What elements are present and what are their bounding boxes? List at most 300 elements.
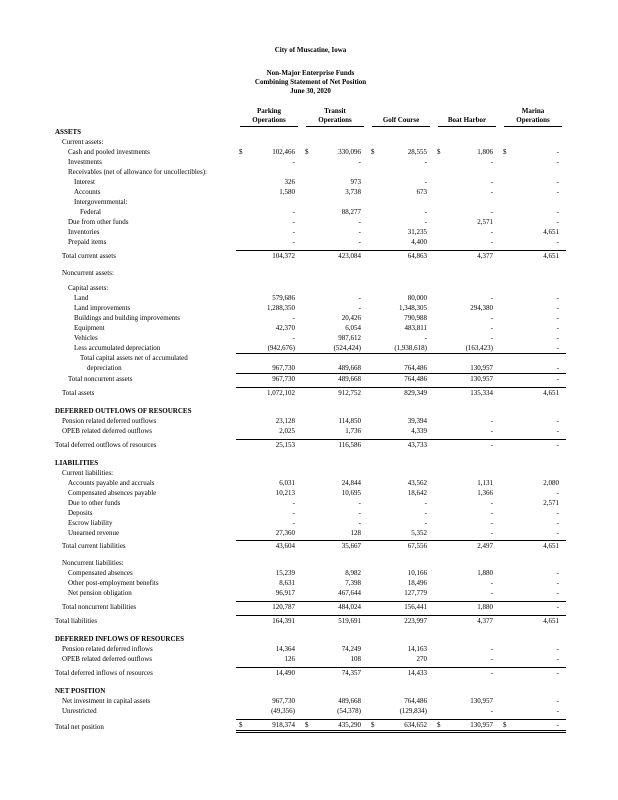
cell-value [500, 686, 566, 696]
dollar-sign [239, 303, 244, 313]
amount-text: 6,031 [279, 478, 295, 487]
row-label: Total current assets [62, 251, 116, 260]
cell-value [500, 439, 566, 450]
cell-value [236, 293, 302, 303]
dollar-sign [503, 227, 508, 237]
row-label: NET POSITION [55, 686, 106, 695]
amount-text: 489,668 [338, 363, 361, 372]
amount-text: 973 [350, 178, 361, 186]
amount-text: 918,374 [272, 721, 295, 729]
statement-table [55, 107, 566, 733]
table-row [55, 696, 566, 706]
dollar-sign: $ [371, 148, 375, 156]
cell-value [368, 303, 434, 313]
cell-value [434, 147, 500, 157]
total-row [55, 373, 566, 384]
amount-text: - [490, 313, 493, 322]
cell-value [500, 601, 566, 612]
amount-text: 1,131 [477, 478, 493, 487]
amount-text: - [556, 374, 559, 383]
cell-value [368, 167, 434, 177]
dollar-sign [239, 508, 244, 518]
table-row [55, 333, 566, 343]
cell-value [434, 127, 500, 137]
dollar-sign [371, 568, 376, 578]
dollar-sign [239, 227, 244, 237]
row-label: LIABILITIES [55, 458, 99, 467]
amount-text: 156,441 [404, 602, 427, 611]
dollar-sign [305, 478, 310, 488]
spacer-cell [55, 678, 566, 686]
cell-value [500, 217, 566, 227]
dollar-sign [371, 440, 376, 450]
row-label: Accounts [74, 188, 101, 196]
dollar-sign [503, 388, 508, 398]
total-row [55, 616, 566, 627]
amount-text: 24,844 [341, 478, 361, 487]
table-row [55, 323, 566, 333]
cell-value [302, 217, 368, 227]
amount-text: - [424, 333, 427, 342]
dollar-sign [371, 488, 376, 498]
dollar-sign [437, 498, 442, 508]
amount-text: 108 [350, 655, 361, 663]
dollar-sign [437, 668, 442, 678]
dollar-sign [503, 668, 508, 678]
cell-value [500, 137, 566, 147]
section-header-row [55, 686, 566, 696]
dollar-sign: $ [437, 721, 441, 729]
dollar-sign [437, 654, 442, 664]
amount-text: - [556, 589, 559, 597]
row-label: Less accumulated depreciation [74, 344, 161, 352]
section-header-row [55, 406, 566, 416]
cell-value [500, 667, 566, 678]
dollar-sign [239, 177, 244, 187]
table-row [55, 227, 566, 237]
total-row [55, 541, 566, 552]
dollar-sign [305, 207, 310, 217]
dollar-sign [371, 303, 376, 313]
spacer-row [55, 398, 566, 406]
row-label: Due to other funds [68, 498, 121, 507]
amount-text: - [292, 518, 295, 527]
amount-text: 4,651 [543, 228, 559, 236]
dollar-sign [437, 227, 442, 237]
dollar-sign [305, 588, 310, 598]
dollar-sign [437, 644, 442, 654]
dollar-sign [305, 157, 310, 167]
cell-value [434, 293, 500, 303]
row-label: Current assets: [62, 138, 104, 146]
amount-text: - [490, 579, 493, 587]
row-label: Total liabilities [55, 617, 98, 625]
row-label: Vehicles [74, 333, 98, 342]
amount-text: - [358, 303, 361, 312]
dollar-sign [437, 374, 442, 384]
dollar-sign [437, 323, 442, 333]
row-label: Cash and pooled investments [68, 148, 150, 156]
dollar-sign [305, 313, 310, 323]
dollar-sign [239, 588, 244, 598]
dollar-sign [503, 187, 508, 197]
cell-value [236, 217, 302, 227]
amount-text: - [424, 208, 427, 216]
cell-value [500, 250, 566, 261]
cell-value [302, 644, 368, 654]
cell-value [368, 227, 434, 237]
dollar-sign [305, 416, 310, 426]
dollar-sign [371, 363, 376, 373]
dollar-sign [239, 313, 244, 323]
table-row [55, 468, 566, 478]
amount-text: - [292, 208, 295, 216]
cell-value [500, 323, 566, 333]
dollar-sign [371, 323, 376, 333]
cell-value [236, 187, 302, 197]
cell-value [500, 706, 566, 716]
dollar-sign [437, 187, 442, 197]
row-label: Capital assets: [68, 283, 109, 292]
cell-value [236, 137, 302, 147]
total-row [55, 353, 566, 373]
row-label: Equipment [74, 323, 105, 332]
amount-text: 8,631 [279, 579, 295, 587]
dollar-sign [503, 568, 508, 578]
amount-text: - [556, 363, 559, 372]
dollar-sign [239, 654, 244, 664]
dollar-sign [305, 237, 310, 247]
amount-text: 967,730 [272, 696, 295, 705]
cell-value [236, 601, 302, 612]
table-row [55, 147, 566, 157]
amount-text: - [490, 508, 493, 517]
cell-value [368, 439, 434, 450]
cell-value [236, 439, 302, 450]
table-row [55, 167, 566, 177]
total-row [55, 667, 566, 678]
cell-value [434, 416, 500, 426]
cell-value [302, 227, 368, 237]
amount-text: - [556, 528, 559, 537]
dollar-sign [305, 541, 310, 551]
report-subtitle-statement: Combining Statement of Net Position [254, 78, 367, 86]
cell-value [302, 498, 368, 508]
amount-text: 74,357 [341, 668, 361, 677]
dollar-sign [305, 303, 310, 313]
dollar-sign [239, 568, 244, 578]
amount-text: 20,426 [341, 313, 361, 322]
cell-value [434, 373, 500, 384]
amount-text: - [292, 333, 295, 342]
dollar-sign [503, 488, 508, 498]
cell-value [236, 333, 302, 343]
cell-value [434, 720, 500, 732]
amount-text: - [556, 148, 559, 156]
cell-value [434, 137, 500, 147]
row-label: Pension related deferred outflows [62, 417, 157, 425]
cell-value [302, 313, 368, 323]
amount-text: - [292, 238, 295, 246]
dollar-sign [437, 541, 442, 551]
dollar-sign [503, 237, 508, 247]
dollar-sign [503, 440, 508, 450]
cell-value [368, 250, 434, 261]
cell-value [302, 293, 368, 303]
dollar-sign [371, 374, 376, 384]
cell-value [500, 426, 566, 436]
cell-value [500, 333, 566, 343]
cell-value [236, 177, 302, 187]
amount-text: - [556, 293, 559, 302]
amount-text: 14,433 [407, 668, 427, 677]
cell-value [302, 207, 368, 217]
cell-value [434, 558, 500, 568]
dollar-sign [239, 578, 244, 588]
cell-value [434, 426, 500, 436]
amount-text: - [490, 706, 493, 715]
cell-value [500, 568, 566, 578]
dollar-sign [371, 251, 376, 261]
amount-text: 127,779 [404, 589, 427, 597]
cell-value [368, 177, 434, 187]
amount-text: - [556, 238, 559, 246]
dollar-sign [371, 313, 376, 323]
amount-text: 104,372 [272, 251, 295, 260]
amount-text: 483,811 [404, 323, 427, 332]
cell-value [368, 137, 434, 147]
amount-text: 4,651 [543, 389, 559, 397]
amount-text: - [490, 178, 493, 186]
section-header-row [55, 634, 566, 644]
amount-text: 6,054 [345, 323, 361, 332]
spacer-cell [55, 450, 566, 458]
cell-value [368, 268, 434, 278]
cell-value [368, 323, 434, 333]
cell-value [302, 237, 368, 247]
cell-value [368, 333, 434, 343]
table-row [55, 488, 566, 498]
cell-value [302, 601, 368, 612]
dollar-sign [371, 616, 376, 626]
dollar-sign [305, 374, 310, 384]
amount-text: - [292, 498, 295, 507]
amount-text: 80,000 [407, 293, 427, 302]
amount-text: - [556, 508, 559, 517]
cell-value [302, 406, 368, 416]
cell-value [368, 667, 434, 678]
amount-text: 1,348,305 [399, 303, 427, 312]
dollar-sign [371, 588, 376, 598]
cell-value [434, 458, 500, 468]
dollar-sign [437, 602, 442, 612]
cell-value [236, 323, 302, 333]
amount-text: 43,604 [275, 542, 295, 550]
row-label: Escrow liability [68, 518, 113, 527]
cell-value [434, 667, 500, 678]
dollar-sign [503, 303, 508, 313]
cell-value [368, 283, 434, 293]
total-row [55, 250, 566, 261]
cell-value [500, 207, 566, 217]
amount-text: - [556, 602, 559, 611]
amount-text: 18,642 [407, 488, 427, 497]
cell-value [368, 508, 434, 518]
spacer-cell [55, 551, 566, 558]
dollar-sign [437, 363, 442, 373]
cell-value [434, 696, 500, 706]
amount-text: 96,917 [275, 589, 295, 597]
dollar-sign [239, 374, 244, 384]
cell-value [434, 634, 500, 644]
cell-value [236, 654, 302, 664]
amount-text: 1,072,102 [267, 389, 295, 397]
amount-text: 130,957 [470, 696, 493, 705]
cell-value [500, 237, 566, 247]
cell-value [500, 197, 566, 207]
dollar-sign [239, 528, 244, 538]
dollar-sign: $ [503, 148, 507, 156]
row-label: Unearned revenue [68, 528, 120, 537]
dollar-sign [437, 416, 442, 426]
cell-value [236, 167, 302, 177]
amount-text: - [556, 488, 559, 497]
cell-value [368, 373, 434, 384]
cell-value [302, 686, 368, 696]
cell-value [434, 157, 500, 167]
amount-text: - [424, 158, 427, 166]
cell-value [368, 388, 434, 399]
dollar-sign [239, 541, 244, 551]
amount-text: - [292, 218, 295, 226]
row-label: Current liabilities: [62, 468, 114, 477]
amount-text: 25,153 [275, 440, 295, 449]
dollar-sign [305, 568, 310, 578]
cell-value [368, 157, 434, 167]
cell-value [236, 706, 302, 716]
dollar-sign [437, 237, 442, 247]
cell-value [434, 518, 500, 528]
cell-value [302, 458, 368, 468]
dollar-sign [503, 528, 508, 538]
amount-text: - [556, 333, 559, 342]
row-label: Land [74, 293, 89, 302]
dollar-sign [371, 706, 376, 716]
amount-text: - [556, 343, 559, 352]
dollar-sign [437, 303, 442, 313]
total-row [55, 720, 566, 732]
cell-value [236, 686, 302, 696]
table-row [55, 528, 566, 538]
total-row [55, 439, 566, 450]
dollar-sign [239, 416, 244, 426]
table-row [55, 268, 566, 278]
cell-value [434, 578, 500, 588]
dollar-sign [305, 668, 310, 678]
table-row [55, 313, 566, 323]
cell-value [434, 498, 500, 508]
row-label: Net investment in capital assets [62, 696, 151, 705]
row-label: Other post-employment benefits [68, 579, 159, 587]
cell-value [302, 127, 368, 137]
dollar-sign [437, 157, 442, 167]
cell-value [434, 283, 500, 293]
amount-text: - [358, 518, 361, 527]
amount-text: 967,730 [272, 363, 295, 372]
cell-value [368, 720, 434, 732]
row-label: Total assets [62, 389, 95, 397]
spacer-row [55, 551, 566, 558]
column-header-parking-operations: Parking Operations [236, 107, 302, 127]
amount-text: 3,738 [345, 188, 361, 196]
dollar-sign [371, 227, 376, 237]
dollar-sign [305, 508, 310, 518]
dollar-sign [503, 696, 508, 706]
amount-text: 1,288,350 [267, 303, 295, 312]
amount-text: 4,651 [543, 251, 559, 260]
cell-value [434, 488, 500, 498]
dollar-sign [239, 187, 244, 197]
row-label: Total noncurrent liabilities [62, 602, 137, 611]
dollar-sign [503, 293, 508, 303]
table-row [55, 207, 566, 217]
dollar-sign [305, 440, 310, 450]
cell-value [236, 468, 302, 478]
title-block [55, 46, 566, 96]
amount-text: - [556, 178, 559, 186]
amount-text: - [358, 228, 361, 236]
cell-value [302, 137, 368, 147]
amount-text: 130,957 [470, 374, 493, 383]
amount-text: 28,555 [407, 148, 427, 156]
row-label: Accounts payable and accruals [68, 478, 155, 487]
cell-value [236, 343, 302, 354]
amount-text: - [490, 518, 493, 527]
cell-value [368, 458, 434, 468]
amount-text: - [556, 188, 559, 196]
dollar-sign [503, 207, 508, 217]
amount-text: 14,490 [275, 668, 295, 677]
dollar-sign [239, 706, 244, 716]
cell-value [434, 601, 500, 612]
dollar-sign: $ [503, 721, 507, 729]
spacer-row [55, 450, 566, 458]
amount-text: 135,334 [470, 389, 493, 397]
cell-value [302, 696, 368, 706]
cell-value [236, 488, 302, 498]
amount-text: - [556, 696, 559, 705]
cell-value [500, 518, 566, 528]
cell-value [500, 283, 566, 293]
amount-text: - [556, 569, 559, 577]
dollar-sign [305, 343, 310, 353]
amount-text: 14,364 [275, 645, 295, 653]
cell-value [500, 478, 566, 488]
table-row [55, 588, 566, 598]
amount-text: - [556, 313, 559, 322]
amount-text: 579,686 [272, 293, 295, 302]
cell-value [236, 250, 302, 261]
dollar-sign [239, 602, 244, 612]
cell-value [368, 468, 434, 478]
amount-text: 10,213 [275, 488, 295, 497]
cell-value [236, 207, 302, 217]
amount-text: 43,562 [407, 478, 427, 487]
dollar-sign [239, 518, 244, 528]
amount-text: - [490, 188, 493, 196]
cell-value [434, 388, 500, 399]
table-row [55, 283, 566, 293]
